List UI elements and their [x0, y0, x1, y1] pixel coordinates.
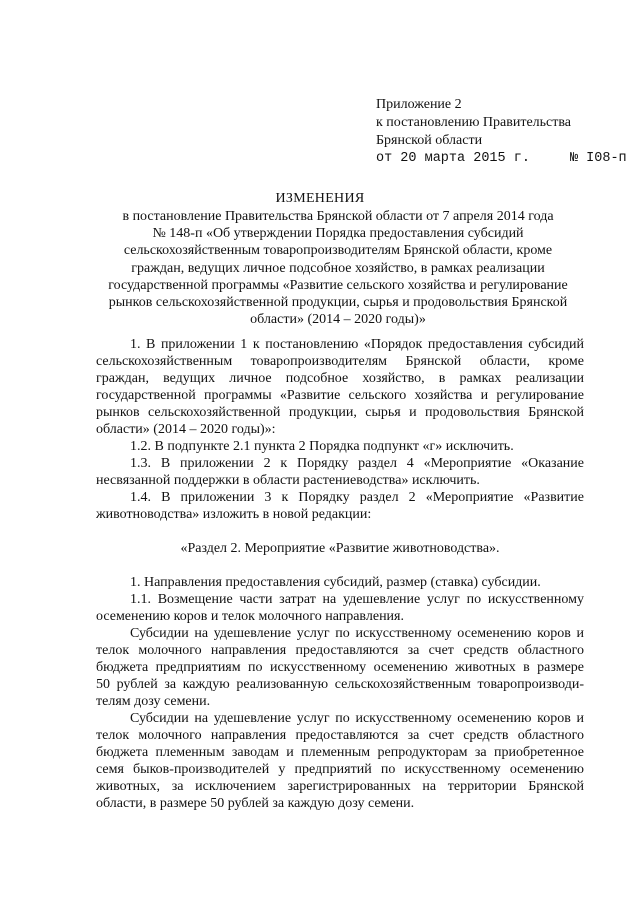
document-subtitle [108, 208, 568, 328]
section-paragraph-3 [96, 710, 584, 812]
text-line: 1.1. Возмещение части затрат на удешевление услуг по искусственному [130, 592, 584, 607]
header-date: от 20 марта 2015 г. [376, 151, 530, 166]
text-line: животных, за исключением зарегистрированных на территории Брянской [96, 779, 584, 794]
document-title: ИЗМЕНЕНИЯ [275, 191, 365, 206]
text-line: животноводства» изложить в новой редакции: [96, 507, 372, 522]
subtitle-line: № 148-п «Об утверждении Порядка предоставления субсидий [152, 226, 524, 242]
text-line: государственной программы «Развитие сельского хозяйства и регулирование [96, 388, 584, 403]
paragraph-1-4 [96, 489, 584, 523]
text-line: сельскохозяйственным товаропроизводителям Брянской области, кроме [96, 354, 584, 369]
text-line: Субсидии на удешевление услуг по искусственному осеменению коров и [130, 626, 584, 641]
text-line: граждан, ведущих личное подсобное хозяйство, в рамках реализации [96, 371, 584, 386]
subtitle-line: государственной программы «Развитие сельского хозяйства и регулирование [108, 277, 568, 293]
text-line: бюджета племенным заводам и племенным репродукторам за приобретенное [96, 745, 584, 760]
paragraph-1-3 [96, 455, 584, 489]
text-line: телок молочного направления предоставляются за счет средств областного [96, 728, 584, 743]
text-line: несвязанной поддержки в области растениеводства» исключить. [96, 473, 480, 488]
subtitle-line: сельскохозяйственным товаропроизводителям Брянской области, кроме [123, 243, 553, 259]
subtitle-line: области» (2014 – 2020 годы)» [250, 312, 426, 328]
text-line: 1.3. В приложении 2 к Порядку раздел 4 «Мероприятие «Оказание [130, 456, 584, 471]
header-line-1: Приложение 2 [376, 97, 462, 112]
text-line: 50 рублей за каждую реализованную сельскохозяйственным товаропроизводи- [96, 677, 584, 692]
section-heading [96, 540, 584, 557]
paragraph-1 [96, 336, 584, 438]
section-paragraph-2 [96, 625, 584, 710]
header-number: № I08-п [569, 151, 627, 166]
text-line: рынков сельскохозяйственной продукции, сырья и продовольствия Брянской [96, 405, 584, 420]
text-line: 1.2. В подпункте 2.1 пункта 2 Порядка подпункт «г» исключить. [130, 439, 514, 454]
text-line: телям дозу семени. [96, 694, 211, 709]
text-line: 1. Направления предоставления субсидий, размер (ставка) субсидии. [130, 575, 541, 590]
paragraph-1-2 [96, 438, 584, 455]
section-title: «Раздел 2. Мероприятие «Развитие животноводства». [180, 541, 500, 556]
section-item-1 [96, 574, 584, 591]
text-line: бюджета предприятиям по искусственному осеменению животных в размере [96, 660, 584, 675]
text-line: телок молочного направления предоставляются за счет средств областного [96, 643, 584, 658]
text-line: семя быков-производителей у предприятий по искусственному осеменению [96, 762, 584, 777]
text-line: области, в размере 50 рублей за каждую дозу семени. [96, 796, 415, 811]
header-date-line [376, 150, 627, 168]
text-line: Субсидии на удешевление услуг по искусственному осеменению коров и [130, 711, 584, 726]
subtitle-line: граждан, ведущих личное подсобное хозяйство, в рамках реализации [131, 260, 545, 276]
text-line: 1.4. В приложении 3 к Порядку раздел 2 «Мероприятие «Развитие [130, 490, 584, 505]
header-line-2: к постановлению Правительства [376, 115, 572, 130]
subtitle-line: рынков сельскохозяйственной продукции, сырья и продовольствия Брянской [108, 295, 568, 311]
section-item-1-1 [96, 591, 584, 625]
subtitle-line: в постановление Правительства Брянской области от 7 апреля 2014 года [122, 209, 554, 224]
header-line-3: Брянской области [376, 133, 483, 148]
text-line: области» (2014 – 2020 годы)»: [96, 422, 276, 437]
text-line: осеменению коров и телок молочного направления. [96, 609, 404, 624]
text-line: 1. В приложении 1 к постановлению «Порядок предоставления субсидий [130, 337, 584, 352]
appendix-header [376, 96, 627, 168]
